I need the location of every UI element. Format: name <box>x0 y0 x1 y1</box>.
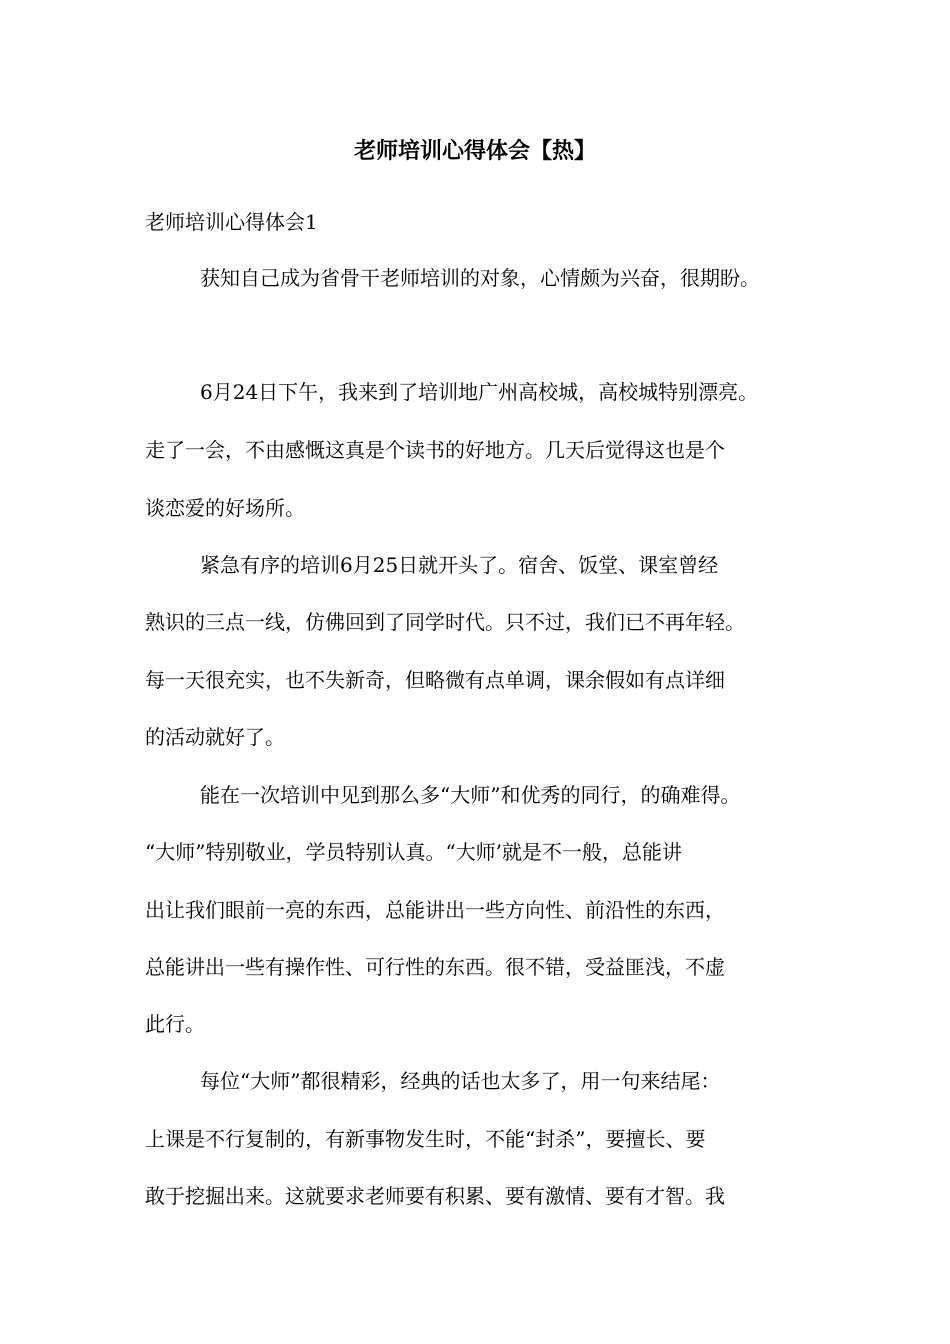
paragraph-line: 走了一会，不由感慨这真是个读书的好地方。几天后觉得这也是个 <box>145 438 725 462</box>
paragraph-line: 总能讲出一些有操作性、可行性的东西。很不错，受益匪浅，不虚 <box>145 955 725 979</box>
paragraph-line: 6月24日下午，我来到了培训地广州高校城，高校城特别漂亮。 <box>200 380 759 404</box>
paragraph-line: 能在一次培训中见到那么多“大师”和优秀的同行，的确难得。 <box>200 783 741 807</box>
paragraph-line: 出让我们眼前一亮的东西，总能讲出一些方向性、前沿性的东西， <box>145 898 725 922</box>
paragraph-line: 谈恋爱的好场所。 <box>145 496 305 520</box>
paragraph-line: 此行。 <box>145 1012 205 1036</box>
paragraph-line: 的活动就好了。 <box>145 725 285 749</box>
paragraph-line: 上课是不行复制的，有新事物发生时，不能“封杀”，要擅长、要 <box>145 1127 706 1151</box>
paragraph-line: 熟识的三点一线，仿佛回到了同学时代。只不过，我们已不再年轻。 <box>145 610 745 634</box>
section-heading: 老师培训心得体会1 <box>145 210 318 234</box>
paragraph-line: 紧急有序的培训6月25日就开头了。宿舍、饭堂、课室曾经 <box>200 553 719 577</box>
paragraph-line: 每位“大师”都很精彩，经典的话也太多了，用一句来结尾： <box>200 1069 721 1093</box>
document-title: 老师培训心得体会【热】 <box>353 139 596 164</box>
paragraph-line: “大师”特别敬业，学员特别认真。“大师’就是不一般，总能讲 <box>145 840 683 864</box>
paragraph-line: 敢于挖掘出来。这就要求老师要有积累、要有激情、要有才智。我 <box>145 1184 725 1208</box>
paragraph-line: 获知自己成为省骨干老师培训的对象，心情颇为兴奋，很期盼。 <box>200 266 760 290</box>
paragraph-line: 每一天很充实，也不失新奇，但略微有点单调，课余假如有点详细 <box>145 668 725 692</box>
